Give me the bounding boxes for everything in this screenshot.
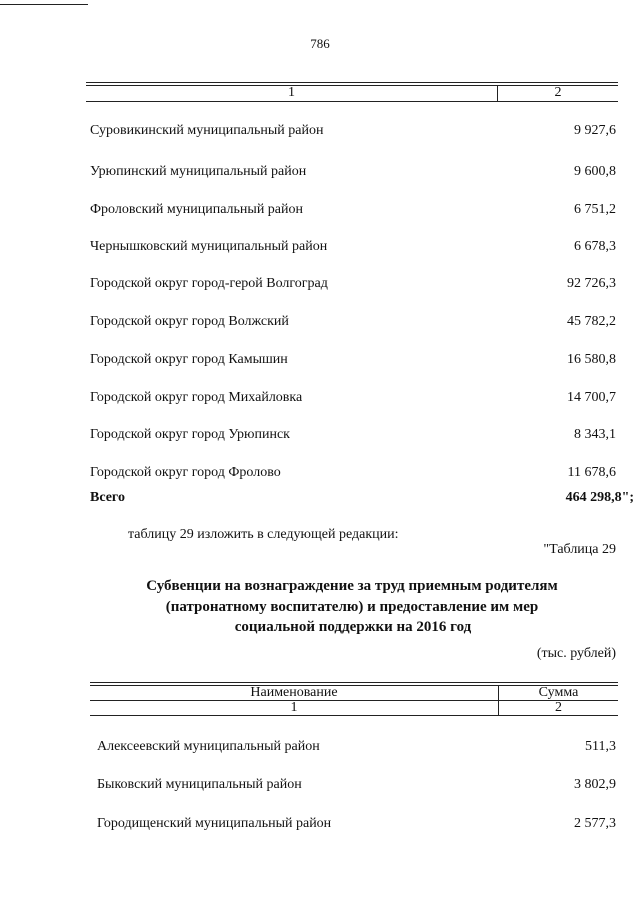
table1-row-value: 6 751,2 [574, 202, 616, 217]
table1-row-name: Городской округ город Волжский [90, 314, 289, 329]
header-rule-bottom [86, 101, 618, 102]
table1-row-value: 14 700,7 [567, 390, 616, 405]
table2-row-name: Алексеевский муниципальный район [97, 739, 320, 754]
table2-sum-header: Сумма [538, 685, 579, 700]
page-number: 786 [310, 36, 330, 51]
table1-row-name: Городской округ город-герой Волгоград [90, 276, 328, 291]
table2-col2-number: 2 [555, 700, 562, 715]
header-rule-bottom [90, 715, 618, 716]
table1-row-value: 6 678,3 [574, 239, 616, 254]
table2-row-value: 511,3 [585, 739, 616, 754]
table1-row-value: 45 782,2 [567, 314, 616, 329]
paragraph-text: таблицу 29 изложить в следующей редакции: [128, 527, 399, 542]
table1-row-name: Городской округ город Фролово [90, 465, 281, 480]
units-label: (тыс. рублей) [536, 646, 616, 661]
table1-row-value: 8 343,1 [574, 427, 616, 442]
table2-row-name: Быковский муниципальный район [97, 777, 302, 792]
table1-row-name: Суровикинский муниципальный район [90, 123, 324, 138]
table1-row-name: Городской округ город Урюпинск [90, 427, 290, 442]
table1-row-name: Чернышковский муниципальный район [90, 239, 328, 254]
table2-row-name: Городищенский муниципальный район [97, 816, 332, 831]
title-line-2: (патронатному воспитателю) и предоставление им мер [165, 599, 539, 615]
table1-total-value: 464 298,8"; [565, 490, 634, 505]
table2-row-value: 2 577,3 [574, 816, 616, 831]
top-rule [0, 4, 88, 5]
table1-row-value: 11 678,6 [567, 465, 616, 480]
table1-total-label: Всего [90, 490, 125, 505]
table2-header [90, 682, 618, 716]
table1-col1-number: 1 [288, 85, 295, 100]
table1-row-value: 16 580,8 [567, 352, 616, 367]
table1-row-value: 9 600,8 [574, 164, 616, 179]
table-reference: "Таблица 29 [543, 542, 616, 557]
table1-row-name: Городской округ город Камышин [90, 352, 288, 367]
header-rule-top [86, 82, 618, 83]
table1-row-name: Урюпинский муниципальный район [90, 164, 307, 179]
table1-col2-number: 2 [554, 85, 562, 100]
table1-header [86, 82, 618, 102]
table2-name-header: Наименование [250, 685, 338, 700]
table2-row-value: 3 802,9 [574, 777, 616, 792]
title-line-3: социальной поддержки на 2016 год [234, 619, 472, 635]
header-rule-top [90, 682, 618, 683]
table2-col1-number: 1 [290, 700, 298, 715]
title-line-1: Субвенции на вознаграждение за труд приемным родителям [146, 578, 558, 594]
table1-row-value: 92 726,3 [567, 276, 616, 291]
table1-row-name: Фроловский муниципальный район [90, 202, 304, 217]
table1-row-value: 9 927,6 [574, 123, 616, 138]
table1-row-name: Городской округ город Михайловка [90, 390, 303, 405]
